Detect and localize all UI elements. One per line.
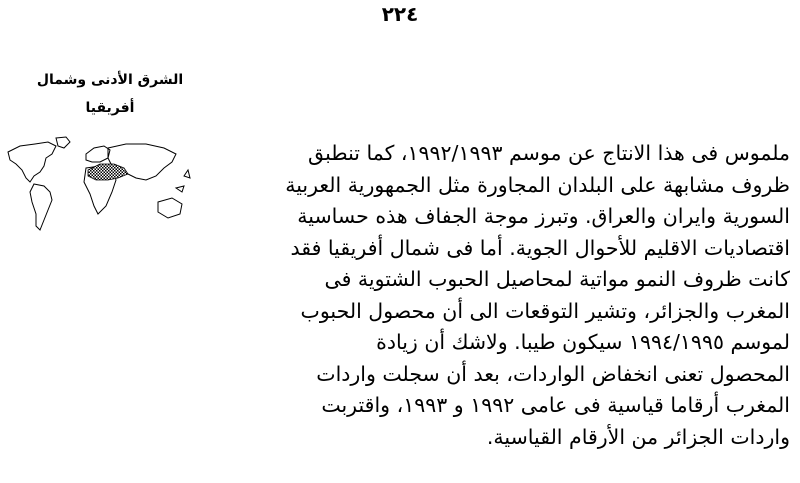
text-line: اقتصاديات الاقليم للأحوال الجوية. أما فى شمال أفريقيا فقد — [290, 235, 790, 260]
text-line: المحصول تعنى انخفاض الواردات، بعد أن سجلت واردات — [316, 361, 790, 386]
region-heading-line1: الشرق الأدنى وشمال — [36, 72, 184, 88]
text-line: واردات الجزائر من الأرقام القياسية. — [486, 424, 790, 449]
text-line: ظروف مشابهة على البلدان المجاورة مثل الجمهورية العربية — [285, 172, 790, 197]
region-heading-line2: أفريقيا — [85, 100, 135, 116]
world-map-icon — [0, 134, 205, 244]
text-line: المغرب والجزائر، وتشير التوقعات الى أن محصول الحبوب — [300, 298, 790, 323]
text-line: السورية وايران والعراق. وتبرز موجة الجفاف هذه حساسية — [297, 204, 790, 228]
text-line: المغرب أرقاما قياسية فى عامى ١٩٩٢ و ١٩٩٣، واقتربت — [321, 393, 790, 417]
text-line: كانت ظروف النمو مواتية لمحاصيل الحبوب الشتوية فى — [324, 267, 790, 291]
region-heading — [30, 66, 190, 122]
body-paragraph — [248, 138, 790, 453]
page-number: ٢٢٤ — [381, 2, 419, 26]
text-line: ملموس فى هذا الانتاج عن موسم ١٩٩٢/١٩٩٣، كما تنطبق — [308, 141, 790, 165]
text-line: لموسم ١٩٩٤/١٩٩٥ سيكون طيبا. ولاشك أن زيادة — [376, 330, 790, 354]
